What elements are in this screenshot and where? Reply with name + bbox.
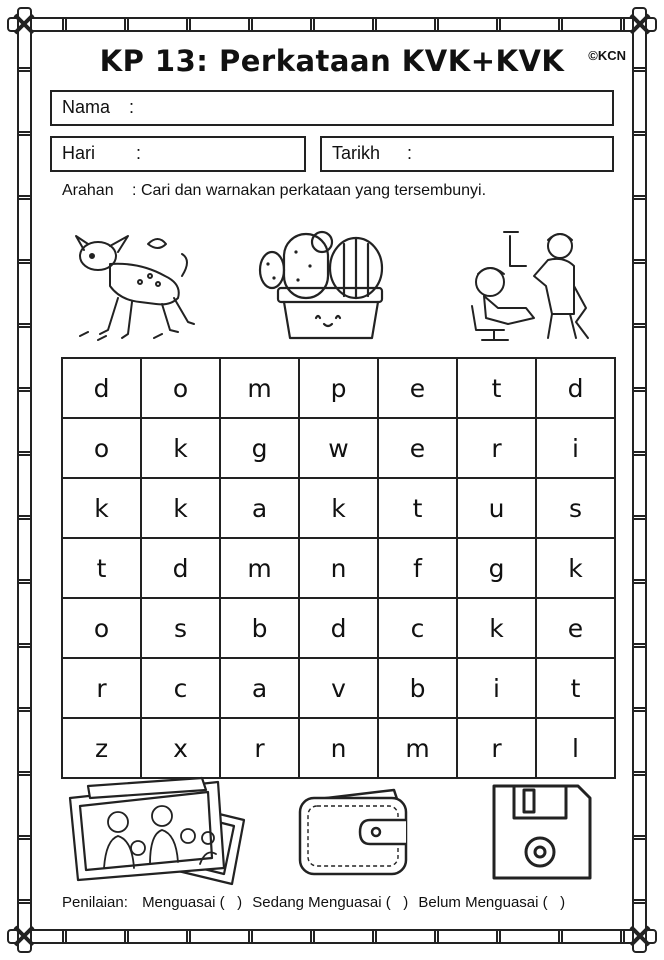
grid-cell[interactable]: b (378, 658, 457, 718)
tarikh-colon: : (407, 143, 413, 163)
grid-cell[interactable]: f (378, 538, 457, 598)
grid-cell[interactable]: n (299, 538, 378, 598)
grid-row (62, 658, 615, 718)
grid-cell[interactable]: k (457, 598, 536, 658)
instruction (62, 182, 486, 200)
grid-cell[interactable]: d (141, 538, 220, 598)
grid-cell[interactable]: l (536, 718, 615, 778)
grid-cell[interactable]: e (378, 358, 457, 418)
grid-cell[interactable]: g (220, 418, 299, 478)
grid-cell[interactable]: e (378, 418, 457, 478)
grid-cell[interactable]: s (536, 478, 615, 538)
grid-cell[interactable]: d (62, 358, 141, 418)
dentist-picture (464, 226, 594, 344)
grid-cell[interactable]: t (536, 658, 615, 718)
grid-row (62, 478, 615, 538)
worksheet-title: KP 13: Perkataan KVK+KVK (99, 44, 565, 78)
tarikh-label: Tarikh (332, 143, 381, 163)
grid-cell[interactable]: g (457, 538, 536, 598)
tarikh-field[interactable] (320, 136, 614, 172)
grid-cell[interactable]: z (62, 718, 141, 778)
grid-row (62, 598, 615, 658)
nama-colon: : (129, 97, 135, 117)
grid-cell[interactable]: i (536, 418, 615, 478)
grid-cell[interactable]: m (378, 718, 457, 778)
grid-row (62, 538, 615, 598)
nama-field[interactable] (50, 90, 614, 126)
hari-colon: : (136, 143, 142, 163)
hari-field[interactable] (50, 136, 306, 172)
grid-cell[interactable]: t (378, 478, 457, 538)
floppy-disk-picture (490, 782, 594, 882)
grid-cell[interactable]: t (62, 538, 141, 598)
instruction-label: Arahan (62, 182, 114, 199)
copyright-mark: ©KCN (588, 48, 626, 63)
grid-cell[interactable]: k (536, 538, 615, 598)
grid-cell[interactable]: a (220, 478, 299, 538)
grid-cell[interactable]: t (457, 358, 536, 418)
grid-cell[interactable]: k (299, 478, 378, 538)
grid-cell[interactable]: e (536, 598, 615, 658)
grid-cell[interactable]: b (220, 598, 299, 658)
grid-row (62, 418, 615, 478)
grid-cell[interactable]: d (536, 358, 615, 418)
grid-cell[interactable]: p (299, 358, 378, 418)
grid-cell[interactable]: n (299, 718, 378, 778)
grid-row (62, 718, 615, 778)
grid-cell[interactable]: k (141, 478, 220, 538)
grid-cell[interactable]: s (141, 598, 220, 658)
grid-row (62, 358, 615, 418)
grid-cell[interactable]: i (457, 658, 536, 718)
grid-cell[interactable]: r (220, 718, 299, 778)
rating-menguasai[interactable]: Menguasai ( ) (142, 894, 243, 911)
assessment-row (62, 894, 565, 911)
cactus-picture (254, 226, 386, 344)
grid-cell[interactable]: x (141, 718, 220, 778)
grid-cell[interactable]: r (457, 718, 536, 778)
grid-cell[interactable]: o (62, 598, 141, 658)
instruction-text: : Cari dan warnakan perkataan yang tersembunyi. (132, 182, 487, 199)
grid-cell[interactable]: v (299, 658, 378, 718)
grid-cell[interactable]: k (62, 478, 141, 538)
wallet-picture (296, 786, 412, 878)
nama-label: Nama (62, 97, 111, 117)
word-search-grid (61, 357, 616, 779)
grid-cell[interactable]: r (457, 418, 536, 478)
grid-cell[interactable]: o (62, 418, 141, 478)
grid-cell[interactable]: m (220, 538, 299, 598)
grid-cell[interactable]: w (299, 418, 378, 478)
grid-cell[interactable]: r (62, 658, 141, 718)
grid-cell[interactable]: m (220, 358, 299, 418)
grid-cell[interactable]: c (378, 598, 457, 658)
grid-cell[interactable]: u (457, 478, 536, 538)
grid-cell[interactable]: d (299, 598, 378, 658)
family-photos-picture (66, 776, 250, 888)
assessment-label: Penilaian: (62, 894, 128, 911)
rating-sedang-menguasai[interactable]: Sedang Menguasai ( ) (252, 894, 409, 911)
grid-cell[interactable]: c (141, 658, 220, 718)
rating-belum-menguasai[interactable]: Belum Menguasai ( ) (418, 894, 566, 911)
grid-cell[interactable]: o (141, 358, 220, 418)
deer-picture (70, 226, 200, 344)
grid-cell[interactable]: k (141, 418, 220, 478)
grid-cell[interactable]: a (220, 658, 299, 718)
hari-label: Hari (62, 143, 96, 163)
